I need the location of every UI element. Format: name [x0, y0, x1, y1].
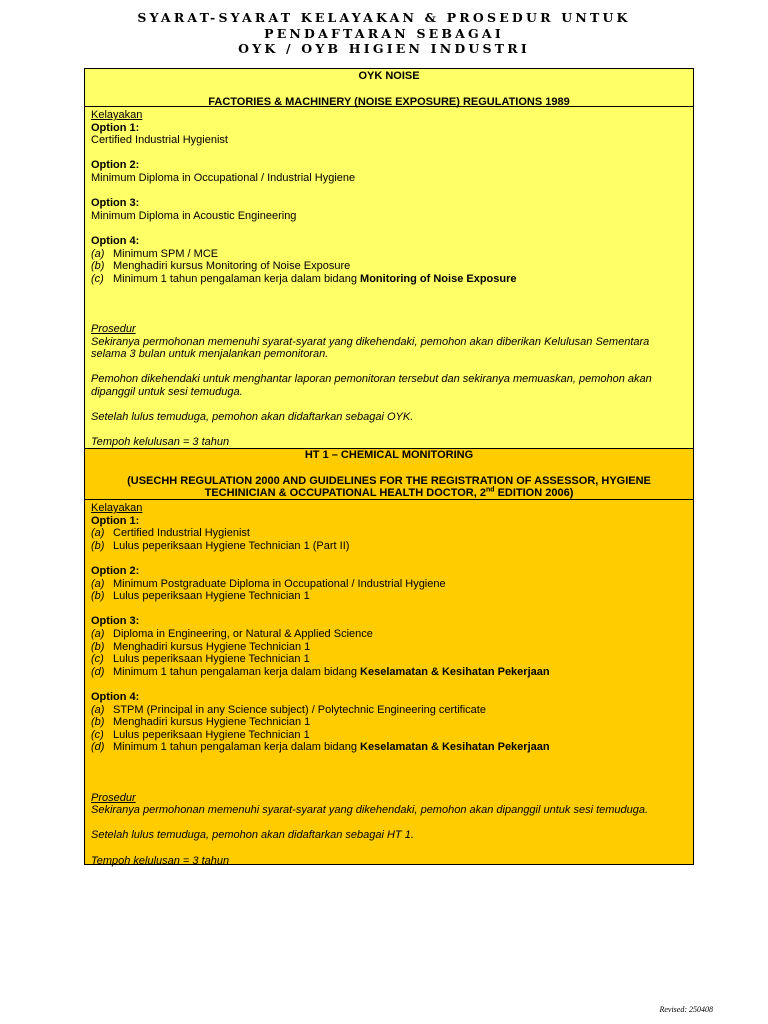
list-item: (a) Minimum SPM / MCE — [91, 247, 219, 260]
list-item: (d) Minimum 1 tahun pengalaman kerja dalam bidang Keselamatan & Kesihatan Pekerjaan — [91, 741, 550, 754]
list-item: (d) Minimum 1 tahun pengalaman kerja dalam bidang Keselamatan & Kesihatan Pekerjaan — [91, 665, 550, 678]
ht1-option3-title: Option 3: — [91, 615, 140, 628]
list-item: (a) Diploma in Engineering, or Natural & Applied Science — [91, 627, 373, 640]
ht1-kelayakan-heading: Kelayakan — [91, 502, 143, 514]
list-item: (b) Lulus peperiksaan Hygiene Technician 1 (Part II) — [91, 539, 350, 552]
title-line-3: OYK / OYB HIGIEN INDUSTRI — [238, 41, 530, 56]
ht1-header-title: HT 1 – CHEMICAL MONITORING — [304, 449, 474, 461]
ht1-option2-title: Option 2: — [91, 564, 140, 577]
list-item: (b) Menghadiri kursus Monitoring of Noise Exposure — [91, 260, 351, 273]
title-line-1: SYARAT-SYARAT KELAYAKAN & PROSEDUR UNTUK — [137, 10, 631, 25]
list-item: (c) Minimum 1 tahun pengalaman kerja dalam bidang Monitoring of Noise Exposure — [91, 272, 517, 285]
list-item: (a) Certified Industrial Hygienist — [91, 527, 250, 540]
ht1-prosedur-p3: Tempoh kelulusan = 3 tahun — [91, 854, 230, 867]
ht1-section — [84, 448, 694, 865]
noise-header-regulation: FACTORIES & MACHINERY (NOISE EXPOSURE) REGULATIONS 1989 — [208, 95, 570, 108]
noise-prosedur-p3: Setelah lulus temuduga, pemohon akan didaftarkan sebagai OYK. — [91, 411, 414, 424]
ht1-prosedur-p1: Sekiranya permohonan memenuhi syarat-syarat yang dikehendaki, pemohon akan dipanggil untuk sesi temuduga. — [91, 804, 649, 817]
noise-option4-title: Option 4: — [91, 234, 140, 247]
noise-option3-title: Option 3: — [91, 197, 140, 210]
ht1-body — [85, 500, 693, 867]
ht1-prosedur-heading: Prosedur — [91, 791, 136, 804]
ht1-option4-title: Option 4: — [91, 690, 140, 703]
list-item: (c) Lulus peperiksaan Hygiene Technician 1 — [91, 653, 310, 666]
ht1-header-regulation-line1: (USECHH REGULATION 2000 AND GUIDELINES FOR THE REGISTRATION OF ASSESSOR, HYGIENE — [127, 474, 651, 487]
noise-prosedur-p2: Pemohon dikehendaki untuk menghantar laporan pemonitoran tersebut dan sekiranya memuaskan, pemohon akan dipanggil untuk sesi temuduga. — [91, 373, 652, 399]
noise-prosedur-p4: Tempoh kelulusan = 3 tahun — [91, 436, 230, 449]
noise-header-title: OYK NOISE — [358, 70, 420, 82]
noise-option2-text: Minimum Diploma in Occupational / Industrial Hygiene — [91, 171, 356, 184]
noise-option1-title: Option 1: — [91, 121, 140, 134]
list-item: (b) Lulus peperiksaan Hygiene Technician 1 — [91, 590, 310, 603]
noise-option1-text: Certified Industrial Hygienist — [91, 134, 228, 147]
noise-header — [85, 69, 693, 107]
noise-prosedur-p1: Sekiranya permohonan memenuhi syarat-syarat yang dikehendaki, pemohon akan diberikan Kelulusan Sementara selama 3 bulan untuk menjalankan pemonitoran. — [91, 335, 650, 361]
noise-option3-text: Minimum Diploma in Acoustic Engineering — [91, 209, 297, 222]
noise-option2-title: Option 2: — [91, 159, 140, 172]
list-item: (b) Menghadiri kursus Hygiene Technician 1 — [91, 640, 311, 653]
noise-prosedur-heading: Prosedur — [91, 323, 136, 336]
list-item: (a) Minimum Postgraduate Diploma in Occupational / Industrial Hygiene — [91, 577, 446, 590]
noise-kelayakan-heading: Kelayakan — [91, 109, 143, 121]
ht1-option1-title: Option 1: — [91, 514, 140, 527]
list-item: (a) STPM (Principal in any Science subject) / Polytechnic Engineering certificate — [91, 703, 486, 716]
list-item: (c) Lulus peperiksaan Hygiene Technician 1 — [91, 728, 310, 741]
noise-body — [85, 107, 693, 449]
title-line-2: PENDAFTARAN SEBAGAI — [264, 25, 504, 41]
noise-section — [84, 68, 694, 449]
revision-note: Revised: 250408 — [659, 1005, 713, 1014]
ht1-prosedur-p2: Setelah lulus temuduga, pemohon akan didaftarkan sebagai HT 1. — [91, 829, 414, 842]
ht1-header — [85, 449, 693, 500]
document-title — [0, 10, 768, 57]
ht1-header-regulation-line2: TECHINICIAN & OCCUPATIONAL HEALTH DOCTOR, 2nd EDITION 2006) — [204, 486, 574, 500]
list-item: (b) Menghadiri kursus Hygiene Technician 1 — [91, 716, 311, 729]
